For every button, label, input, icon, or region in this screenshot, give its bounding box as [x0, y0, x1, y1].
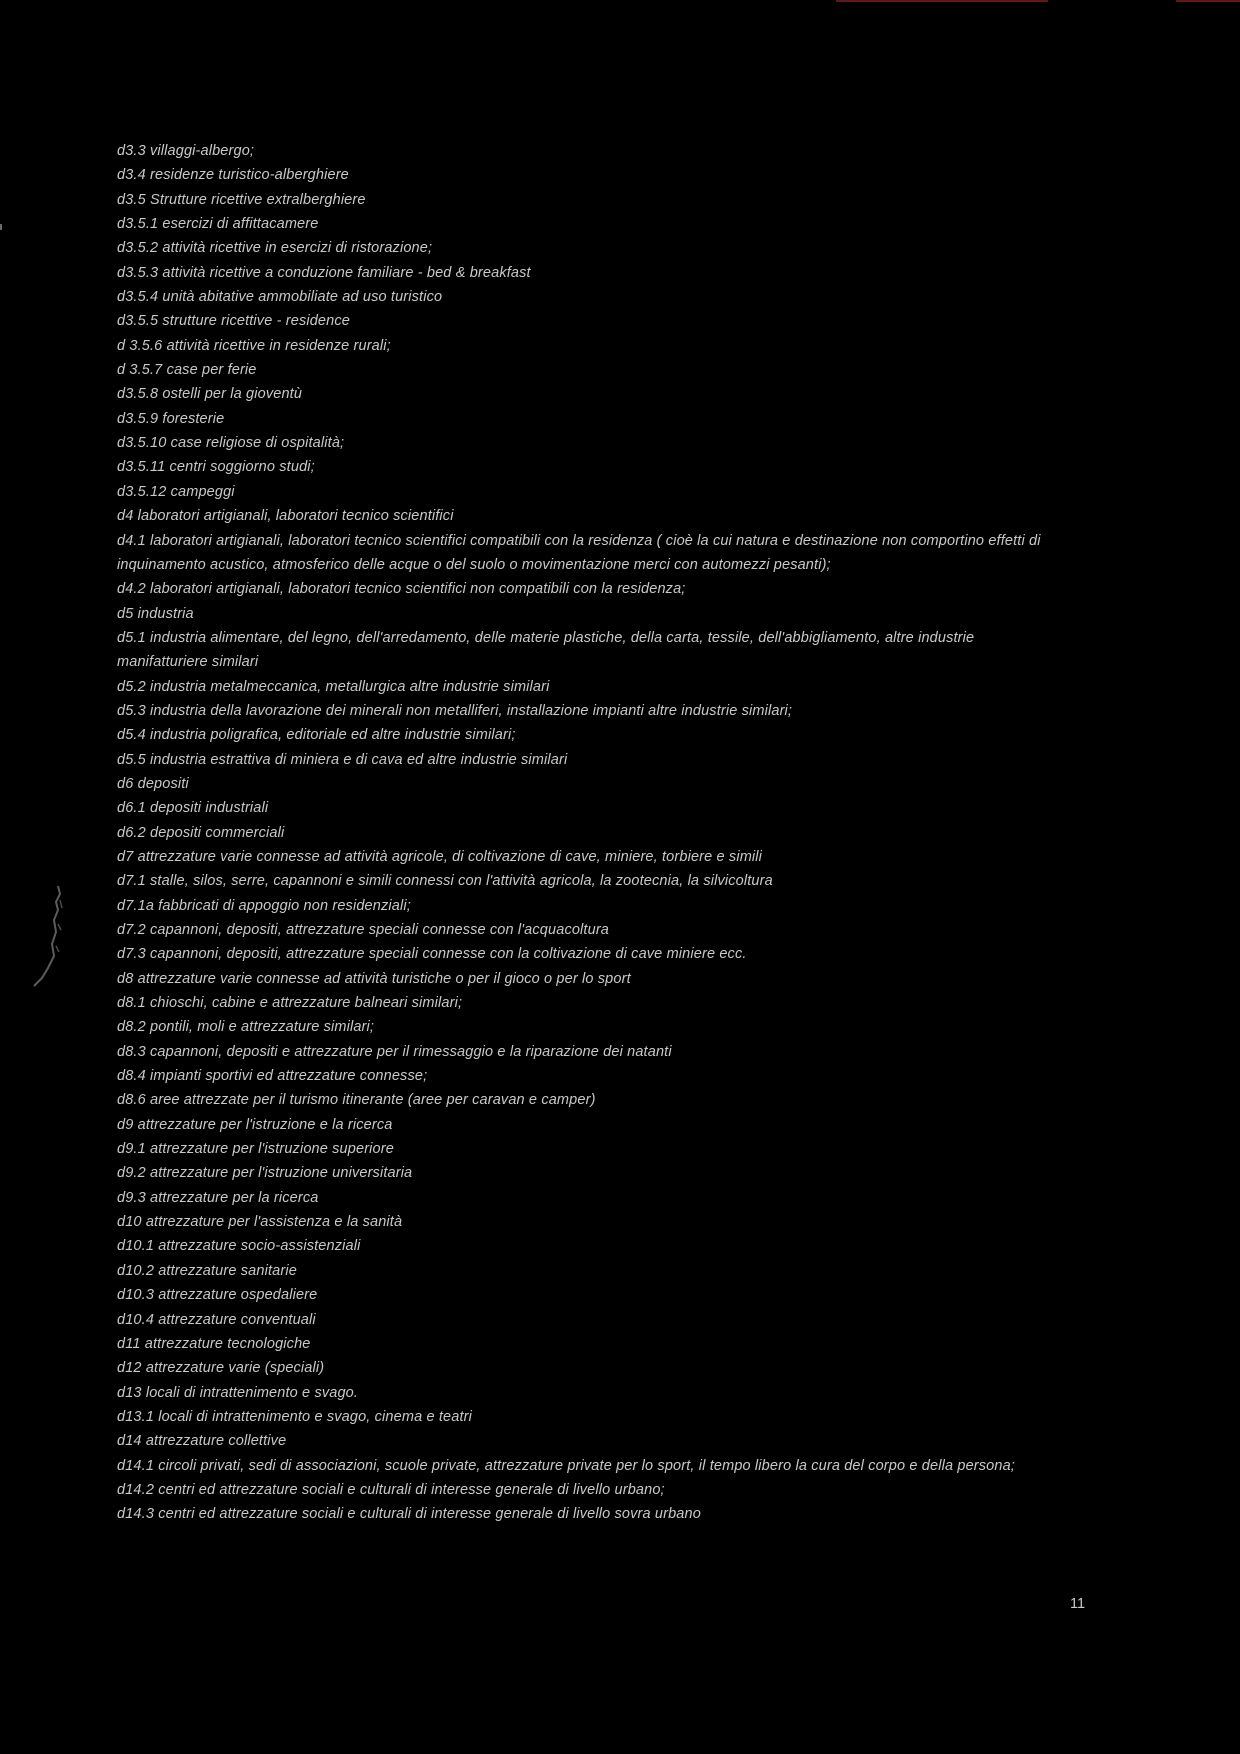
document-line: d7.1 stalle, silos, serre, capannoni e simili connessi con l'attività agricola, la zootecnia, la silvicoltura: [117, 873, 773, 890]
document-line: d10.3 attrezzature ospedaliere: [117, 1287, 318, 1304]
document-line: d7.1a fabbricati di appoggio non residenziali;: [117, 897, 411, 914]
document-line: d14.3 centri ed attrezzature sociali e culturali di interesse generale di livello sovra urbano: [117, 1506, 701, 1523]
document-line: d9.3 attrezzature per la ricerca: [117, 1189, 319, 1206]
document-line: d10.2 attrezzature sanitarie: [117, 1262, 297, 1279]
document-line: d6.1 depositi industriali: [117, 800, 269, 817]
document-line: d5.5 industria estrattiva di miniera e di cava ed altre industrie similari: [117, 751, 568, 768]
document-line: d8.6 aree attrezzate per il turismo itinerante (aree per caravan e camper): [117, 1092, 596, 1109]
document-line: d6.2 depositi commerciali: [117, 824, 285, 841]
document-line: d4.2 laboratori artigianali, laboratori tecnico scientifici non compatibili con la residenza;: [117, 581, 686, 598]
document-line: d3.5.9 foresterie: [117, 410, 225, 427]
page-number: 11: [1070, 1596, 1086, 1612]
document-line: d5 industria: [117, 605, 194, 622]
document-line: d6 depositi: [117, 775, 189, 792]
document-line: d3.4 residenze turistico-alberghiere: [117, 167, 349, 184]
document-line: d8.2 pontili, moli e attrezzature similari;: [117, 1019, 375, 1036]
document-line: d8.3 capannoni, depositi e attrezzature per il rimessaggio e la riparazione dei natanti: [117, 1043, 672, 1060]
document-line: d9.1 attrezzature per l'istruzione superiore: [117, 1141, 394, 1158]
document-line: d12 attrezzature varie (speciali): [117, 1360, 325, 1377]
document-line: d 3.5.6 attività ricettive in residenze rurali;: [117, 337, 391, 354]
document-line: d8.1 chioschi, cabine e attrezzature balneari similari;: [117, 995, 463, 1012]
document-line: d3.5.2 attività ricettive in esercizi di ristorazione;: [117, 240, 433, 257]
document-line: d10.4 attrezzature conventuali: [117, 1311, 316, 1328]
document-line: d13 locali di intrattenimento e svago.: [117, 1384, 359, 1401]
document-body: [117, 139, 1057, 1527]
margin-stamp-icon: [30, 880, 64, 990]
document-line: d14.1 circoli privati, sedi di associazioni, scuole private, attrezzature private per lo sport, il tempo libero la cura del corpo e della persona;: [117, 1457, 1015, 1474]
document-line: d8.4 impianti sportivi ed attrezzature connesse;: [117, 1068, 428, 1085]
document-line: d3.5.4 unità abitative ammobiliate ad uso turistico: [117, 289, 443, 306]
document-line: d5.3 industria della lavorazione dei minerali non metalliferi, installazione impianti altre industrie similari;: [117, 702, 793, 719]
scan-margin-mark: [0, 224, 2, 230]
document-line: d5.4 industria poligrafica, editoriale ed altre industrie similari;: [117, 727, 516, 744]
document-line: d10 attrezzature per l'assistenza e la sanità: [117, 1214, 403, 1231]
document-line: d7 attrezzature varie connesse ad attività agricole, di coltivazione di cave, miniere, torbiere e simili: [117, 848, 763, 865]
top-edge-rule-right: [1176, 0, 1240, 2]
document-line: d 3.5.7 case per ferie: [117, 362, 257, 379]
document-line: d3.5.10 case religiose di ospitalità;: [117, 435, 345, 452]
document-line: d4.1 laboratori artigianali, laboratori tecnico scientifici compatibili con la residenza ( cioè la cui natura e destinazione non comportino effetti di inquinamento acustico, atmosferico delle acque o del suolo o movimentazione merci con automezzi pesanti);: [117, 532, 1041, 573]
document-line: d9 attrezzature per l'istruzione e la ricerca: [117, 1116, 393, 1133]
document-line: d5.1 industria alimentare, del legno, dell'arredamento, delle materie plastiche, della carta, tessile, dell'abbigliamento, altre industrie manifatturiere similari: [117, 629, 975, 671]
document-line: d3.5.8 ostelli per la gioventù: [117, 386, 303, 403]
document-line: d3.3 villaggi-albergo;: [117, 143, 255, 159]
document-line: d3.5.3 attività ricettive a conduzione familiare - bed & breakfast: [117, 264, 531, 281]
document-line: d7.2 capannoni, depositi, attrezzature speciali connesse con l'acquacoltura: [117, 922, 610, 938]
document-line: d14.2 centri ed attrezzature sociali e culturali di interesse generale di livello urbano;: [117, 1481, 665, 1498]
document-line: d11 attrezzature tecnologiche: [117, 1335, 311, 1352]
document-line: d4 laboratori artigianali, laboratori tecnico scientifici: [117, 508, 454, 525]
document-line: d14 attrezzature collettive: [117, 1433, 287, 1450]
document-line: d5.2 industria metalmeccanica, metallurgica altre industrie similari: [117, 678, 550, 695]
document-line: d9.2 attrezzature per l'istruzione universitaria: [117, 1165, 413, 1182]
top-edge-rule: [836, 0, 1048, 2]
document-line: d3.5.5 strutture ricettive - residence: [117, 313, 350, 330]
document-line: d3.5.12 campeggi: [117, 483, 235, 500]
document-line: d3.5.11 centri soggiorno studi;: [117, 459, 315, 476]
document-line: d3.5 Strutture ricettive extralberghiere: [117, 191, 366, 208]
document-line: d3.5.1 esercizi di affittacamere: [117, 216, 319, 233]
document-line: d13.1 locali di intrattenimento e svago, cinema e teatri: [117, 1408, 472, 1425]
document-line: d10.1 attrezzature socio-assistenziali: [117, 1238, 361, 1255]
document-line: d7.3 capannoni, depositi, attrezzature speciali connesse con la coltivazione di cave miniere ecc.: [117, 946, 747, 963]
document-line: d8 attrezzature varie connesse ad attività turistiche o per il gioco o per lo sport: [117, 970, 631, 987]
